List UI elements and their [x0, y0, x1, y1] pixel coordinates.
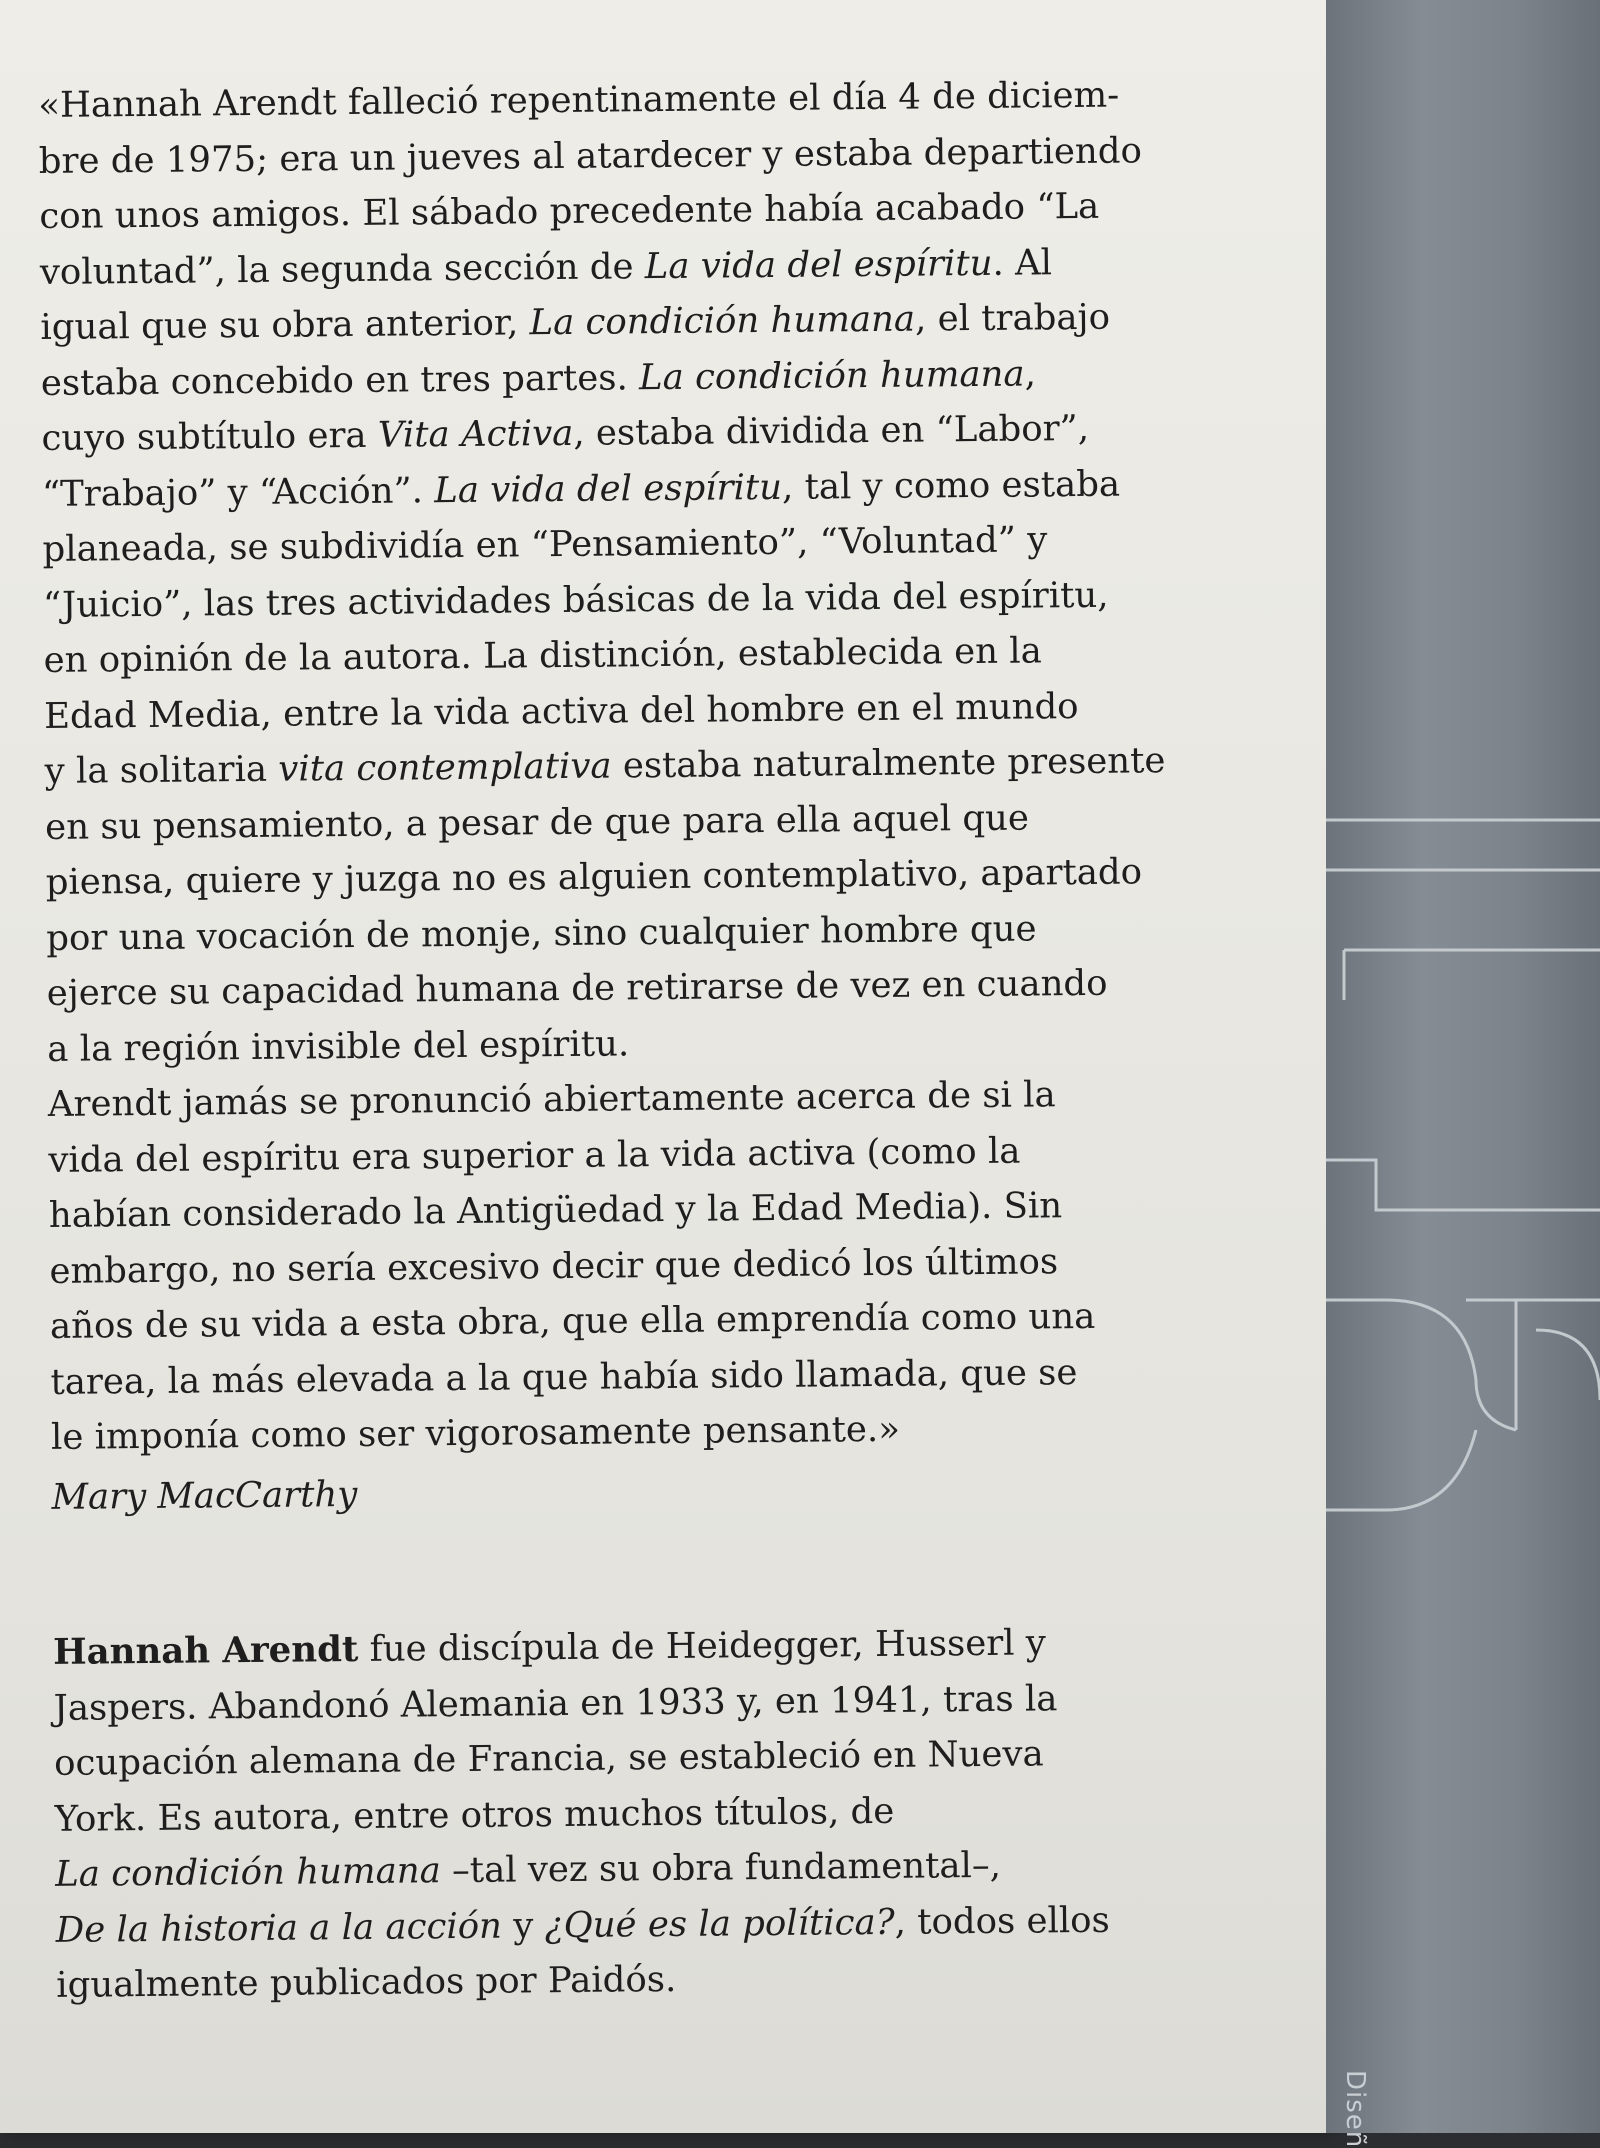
italic-title-text: La vida del espíritu [434, 466, 783, 511]
text-run: Edad Media, entre la vida activa del hombre en el mundo [43, 685, 1079, 737]
text-run: «Hannah Arendt falleció repentinamente el día 4 de diciem- [38, 74, 1120, 126]
cover-letter-outline-graphic [1326, 0, 1600, 2133]
text-run: por una vocación de monje, sino cualquier hombre que [46, 907, 1037, 959]
text-run: Arendt jamás se pronunció abiertamente acerca de si la [47, 1074, 1056, 1125]
quote-line [45, 844, 1205, 911]
quote-line [42, 511, 1202, 578]
text-run: , todos ellos [894, 1899, 1110, 1943]
text-run: –tal vez su obra fundamental–, [440, 1844, 1002, 1892]
italic-title-text: De la historia a la acción [55, 1905, 503, 1951]
text-run: , estaba dividida en “Labor”, [573, 407, 1090, 454]
quote-line [51, 1399, 1211, 1466]
text-run: embargo, no sería excesivo decir que dedicó los últimos [49, 1240, 1059, 1292]
quote-line [43, 622, 1203, 689]
quote-line [50, 1343, 1210, 1410]
book-cover-edge [1326, 0, 1600, 2133]
text-run: ocupación alemana de Francia, se estableció en Nueva [53, 1733, 1044, 1784]
quote-attribution: Mary MacCarthy [51, 1473, 358, 1518]
text-block [38, 67, 1217, 2014]
quote-line [50, 1288, 1210, 1355]
italic-title-text: La condición humana [55, 1850, 441, 1895]
text-run: , tal y como estaba [781, 463, 1121, 508]
text-run: planeada, se subdividía en “Pensamiento”, “Voluntad” y [42, 519, 1048, 570]
text-run: habían considerado la Antigüedad y la Edad Media). Sin [48, 1185, 1063, 1236]
text-run: cuyo subtítulo era [41, 414, 379, 459]
quote-line [44, 733, 1204, 800]
bio-line [54, 1725, 1214, 1792]
text-run: igualmente publicados por Paidós. [56, 1958, 677, 2006]
text-run: fue discípula de Heidegger, Husserl y [358, 1622, 1047, 1670]
text-run: bre de 1975; era un jueves al atardecer y estaba departiendo [38, 129, 1143, 182]
text-run: igual que su obra anterior, [40, 302, 530, 348]
text-run: York. Es autora, entre otros muchos títulos, de [54, 1790, 895, 1840]
text-run: y la solitaria [44, 748, 279, 792]
quote-line [38, 67, 1198, 134]
text-run: . Al [992, 241, 1053, 284]
author-bio-paragraph [53, 1614, 1217, 2014]
quote-line [47, 955, 1207, 1022]
italic-title-text: ¿Qué es la política? [544, 1901, 895, 1946]
quote-paragraph [38, 67, 1211, 1466]
quote-line [40, 289, 1200, 356]
quote-line [39, 178, 1199, 245]
text-run: a la región invisible del espíritu. [47, 1022, 630, 1070]
quote-line [48, 1066, 1208, 1133]
text-run: años de su vida a esta obra, que ella emprendía como una [49, 1295, 1096, 1347]
text-run: , el trabajo [914, 296, 1111, 340]
quote-line [49, 1177, 1209, 1244]
italic-title-text: Vita Activa [377, 412, 574, 456]
text-run: en opinión de la autora. La distinción, establecida en la [43, 630, 1042, 681]
text-run: , [1024, 352, 1037, 395]
text-run: piensa, quiere y juzga no es alguien contemplativo, apartado [45, 851, 1143, 903]
bio-line [56, 1891, 1216, 1958]
text-run: tarea, la más elevada a la que había sido llamada, que se [50, 1351, 1078, 1403]
bio-line [53, 1614, 1213, 1681]
text-run: le imponía como ser vigorosamente pensante.» [50, 1408, 901, 1458]
text-run: voluntad”, la segunda sección de [39, 245, 645, 293]
italic-title-text: La condición humana [529, 298, 916, 344]
cover-edge-text: Diseñ [1340, 2070, 1370, 2148]
text-run: estaba concebido en tres partes. [40, 356, 640, 404]
text-run: “Juicio”, las tres actividades básicas de la vida del espíritu, [42, 574, 1109, 626]
text-run: estaba naturalmente presente [611, 740, 1166, 787]
italic-title-text: La vida del espíritu [644, 242, 993, 287]
text-run: “Trabajo” y “Acción”. [41, 469, 435, 515]
text-run: en su pensamiento, a pesar de que para ella aquel que [44, 797, 1030, 848]
italic-title-text: La condición humana [638, 353, 1025, 398]
bold-name-text: Hannah Arendt [52, 1628, 359, 1673]
italic-title-text: vita contemplativa [278, 745, 612, 790]
text-run: Jaspers. Abandonó Alemania en 1933 y, en 1941, tras la [53, 1677, 1058, 1729]
text-run: ejerce su capacidad humana de retirarse de vez en cuando [46, 962, 1108, 1014]
text-run: con unos amigos. El sábado precedente había acabado “La [39, 185, 1100, 237]
text-run: y [501, 1904, 545, 1947]
text-run: vida del espíritu era superior a la vida activa (como la [48, 1130, 1021, 1181]
bio-line [56, 1947, 1216, 2014]
quote-line [41, 400, 1201, 467]
